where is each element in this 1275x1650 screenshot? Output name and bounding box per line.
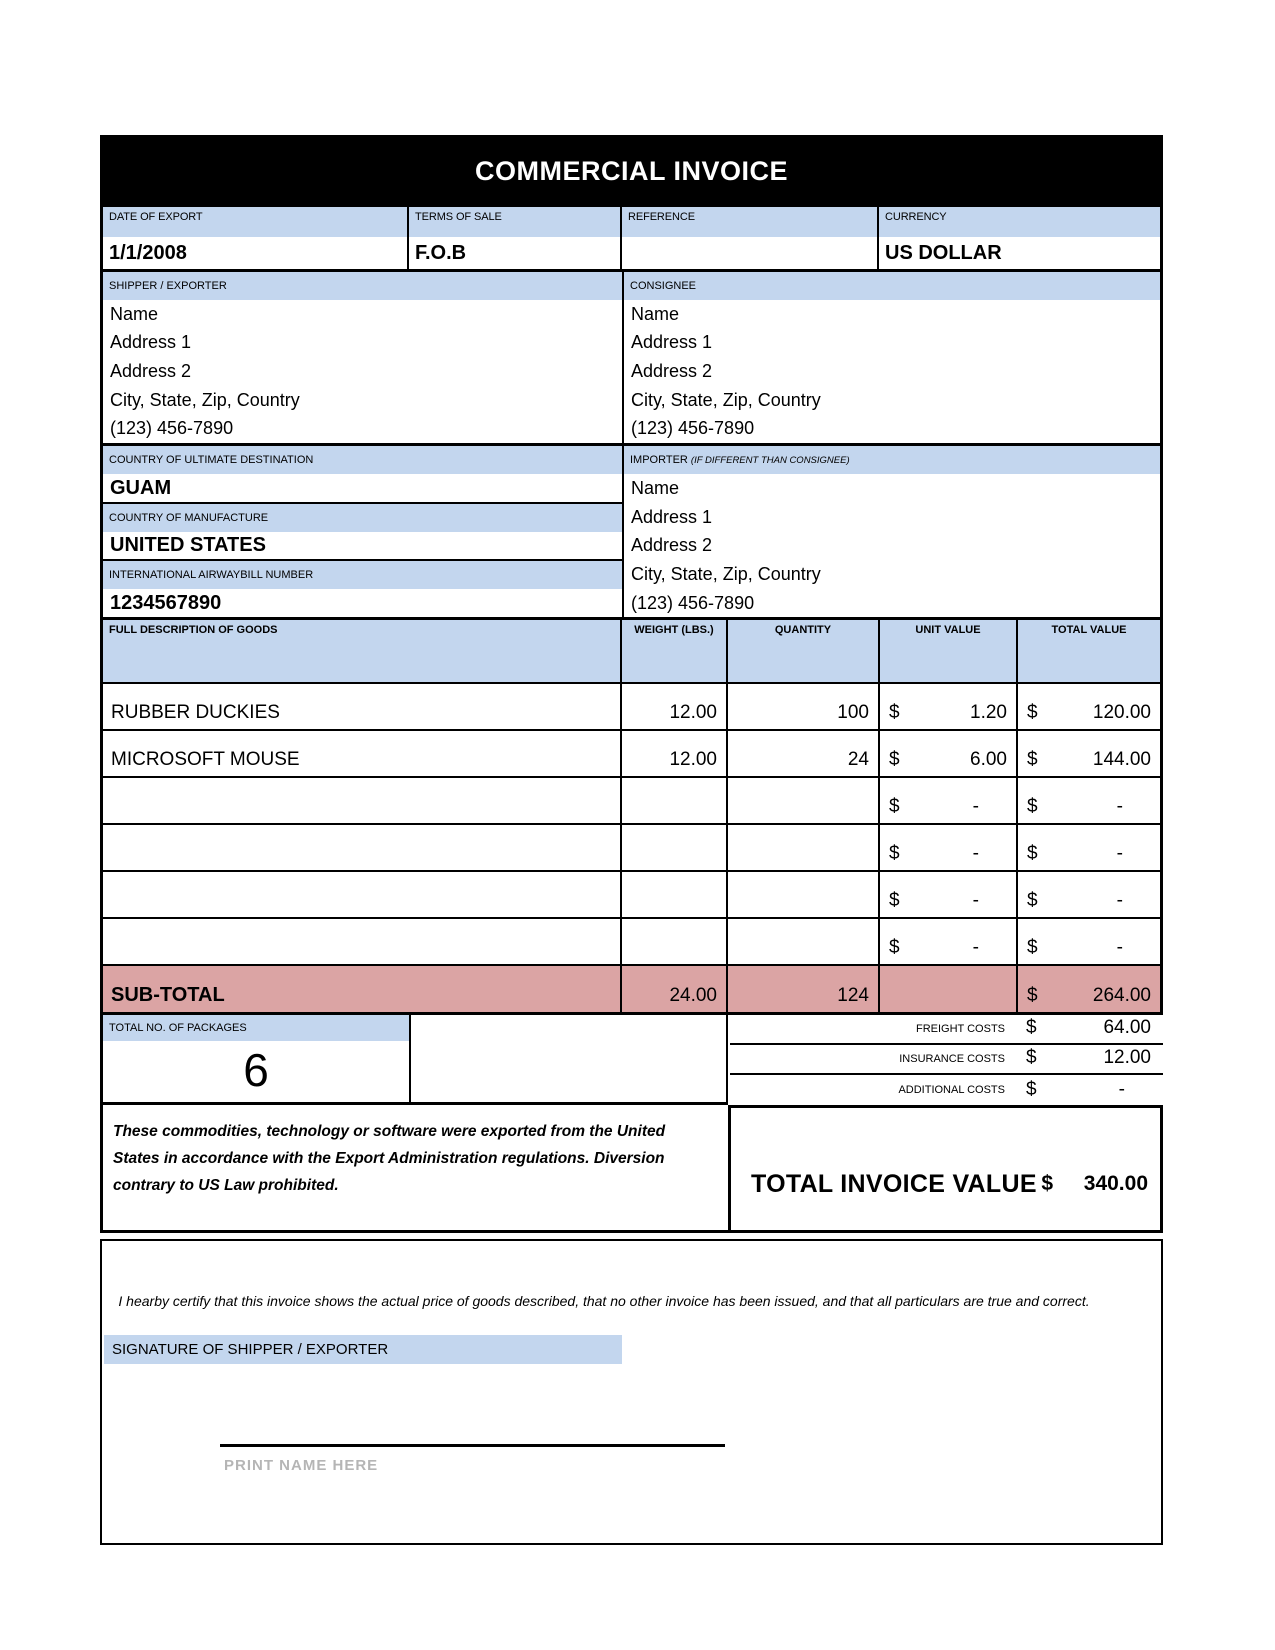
col-header-unit-value: UNIT VALUE [880,620,1018,684]
importer-phone: (123) 456-7890 [631,593,755,614]
total-invoice-value-block [728,1105,1163,1233]
freight-costs-label: FREIGHT COSTS [915,1023,1005,1035]
row4-description [103,825,622,872]
shipper-phone: (123) 456-7890 [110,418,234,439]
row6-weight [622,919,728,966]
country-of-ultimate-destination-value: GUAM [103,474,622,504]
country-of-manufacture-value: UNITED STATES [103,532,622,561]
row5-unit-value: $ - [880,872,1018,919]
origin-destination-section [100,446,1163,617]
row5-weight [622,872,728,919]
row2-description: MICROSOFT MOUSE [103,731,622,778]
insurance-costs-value: $ 12.00 [1026,1047,1151,1068]
freight-costs-row [730,1015,1163,1045]
row3-quantity [728,778,880,825]
parties-section [100,272,1163,446]
currency-label: CURRENCY [879,207,1160,237]
row1-description: RUBBER DUCKIES [103,684,622,731]
total-invoice-amount: 340.00 [1083,1172,1148,1195]
importer-address-1: Address 1 [631,506,713,527]
invoice-title: COMMERCIAL INVOICE [474,155,788,186]
shipper-name: Name [110,303,159,324]
row6-unit-value: $ - [880,919,1018,966]
total-packages-block [100,1015,411,1105]
row1-quantity: 100 [728,684,880,731]
row6-total-value: $ - [1018,919,1160,966]
shipper-city-line: City, State, Zip, Country [110,389,300,410]
country-of-manufacture-label: COUNTRY OF MANUFACTURE [103,504,622,532]
subtotal-quantity: 124 [728,966,880,1012]
row5-total-value: $ - [1018,872,1160,919]
signature-line [220,1444,725,1447]
shipper-address [103,300,622,443]
col-header-weight: WEIGHT (LBS.) [622,620,728,684]
signature-section [100,1239,1163,1545]
row2-total-value: $ 144.00 [1018,731,1160,778]
consignee-phone: (123) 456-7890 [631,418,755,439]
additional-charges-block [730,1015,1163,1105]
importer-label-note: (IF DIFFERENT THAN CONSIGNEE) [690,455,850,466]
col-header-quantity: QUANTITY [728,620,880,684]
row4-total-value: $ - [1018,825,1160,872]
country-of-ultimate-destination-label: COUNTRY OF ULTIMATE DESTINATION [103,446,622,474]
consignee-address-1: Address 1 [631,332,713,353]
importer-name: Name [631,477,680,498]
insurance-costs-row [730,1045,1163,1075]
consignee-city-line: City, State, Zip, Country [631,389,821,410]
currency-value: US DOLLAR [885,241,1002,264]
row4-unit-value: $ - [880,825,1018,872]
export-header-grid [100,207,1163,272]
row4-quantity [728,825,880,872]
insurance-costs-label: INSURANCE COSTS [899,1053,1005,1065]
importer-block [624,446,1160,618]
subtotal-total-value: $ 264.00 [1018,966,1160,1012]
row6-description [103,919,622,966]
date-of-export-label: DATE OF EXPORT [103,207,409,237]
additional-costs-label: ADDITIONAL COSTS [898,1084,1005,1096]
consignee-address-2: Address 2 [631,360,713,381]
shipper-label: SHIPPER / EXPORTER [103,272,622,300]
subtotal-label: SUB-TOTAL [103,966,622,1012]
reference-value [622,237,879,269]
print-name-placeholder: PRINT NAME HERE [224,1457,379,1474]
col-header-total-value: TOTAL VALUE [1018,620,1160,684]
row3-description [103,778,622,825]
row2-unit-value: $ 6.00 [880,731,1018,778]
freight-costs-value: $ 64.00 [1026,1017,1151,1038]
consignee-address [624,300,1160,443]
row5-description [103,872,622,919]
airwaybill-number-value: 1234567890 [110,592,222,614]
subtotal-unit-value-empty [880,966,1018,1012]
row1-weight: 12.00 [622,684,728,731]
shipper-address-1: Address 1 [110,332,192,353]
date-of-export-value: 1/1/2008 [103,237,409,269]
total-packages-label: TOTAL NO. OF PACKAGES [103,1015,409,1041]
additional-costs-value: $ - [1026,1079,1125,1100]
total-packages-value: 6 [243,1043,269,1096]
export-statement: These commodities, technology or software were exported from the United States in accordance with the Export Administration regulations. Diversion contrary to US Law prohibited. [100,1105,730,1233]
airwaybill-number-label: INTERNATIONAL AIRWAYBILL NUMBER [103,561,622,589]
importer-label: IMPORTER (IF DIFFERENT THAN CONSIGNEE) [624,446,1160,474]
terms-of-sale-label: TERMS OF SALE [409,207,622,237]
commercial-invoice-document [100,135,1163,1545]
invoice-title-bar [100,135,1163,207]
importer-address [624,474,1160,618]
importer-address-2: Address 2 [631,535,713,556]
shipper-block [103,272,624,443]
origin-destination-block [103,446,624,618]
total-invoice-value-label: TOTAL INVOICE VALUE [751,1169,1037,1198]
reference-label: REFERENCE [622,207,879,237]
empty-cell-box [411,1015,728,1105]
col-header-description: FULL DESCRIPTION OF GOODS [103,620,622,684]
goods-table [100,617,1163,1015]
row2-weight: 12.00 [622,731,728,778]
additional-costs-row [730,1075,1163,1105]
row5-quantity [728,872,880,919]
certification-statement: I hearby certify that this invoice shows the actual price of goods described, that no other invoice has been issued, and that all particulars are true and correct. [118,1293,1090,1309]
consignee-label: CONSIGNEE [624,272,1160,300]
consignee-name: Name [631,303,680,324]
row1-unit-value: $ 1.20 [880,684,1018,731]
consignee-block [624,272,1160,443]
row4-weight [622,825,728,872]
terms-of-sale-value: F.O.B [409,237,622,269]
total-invoice-currency: $ [1041,1172,1053,1195]
row3-weight [622,778,728,825]
signature-of-shipper-label: SIGNATURE OF SHIPPER / EXPORTER [104,1335,622,1364]
importer-city-line: City, State, Zip, Country [631,564,821,585]
shipper-address-2: Address 2 [110,360,192,381]
subtotal-weight: 24.00 [622,966,728,1012]
row3-unit-value: $ - [880,778,1018,825]
row3-total-value: $ - [1018,778,1160,825]
row1-total-value: $ 120.00 [1018,684,1160,731]
row6-quantity [728,919,880,966]
row2-quantity: 24 [728,731,880,778]
